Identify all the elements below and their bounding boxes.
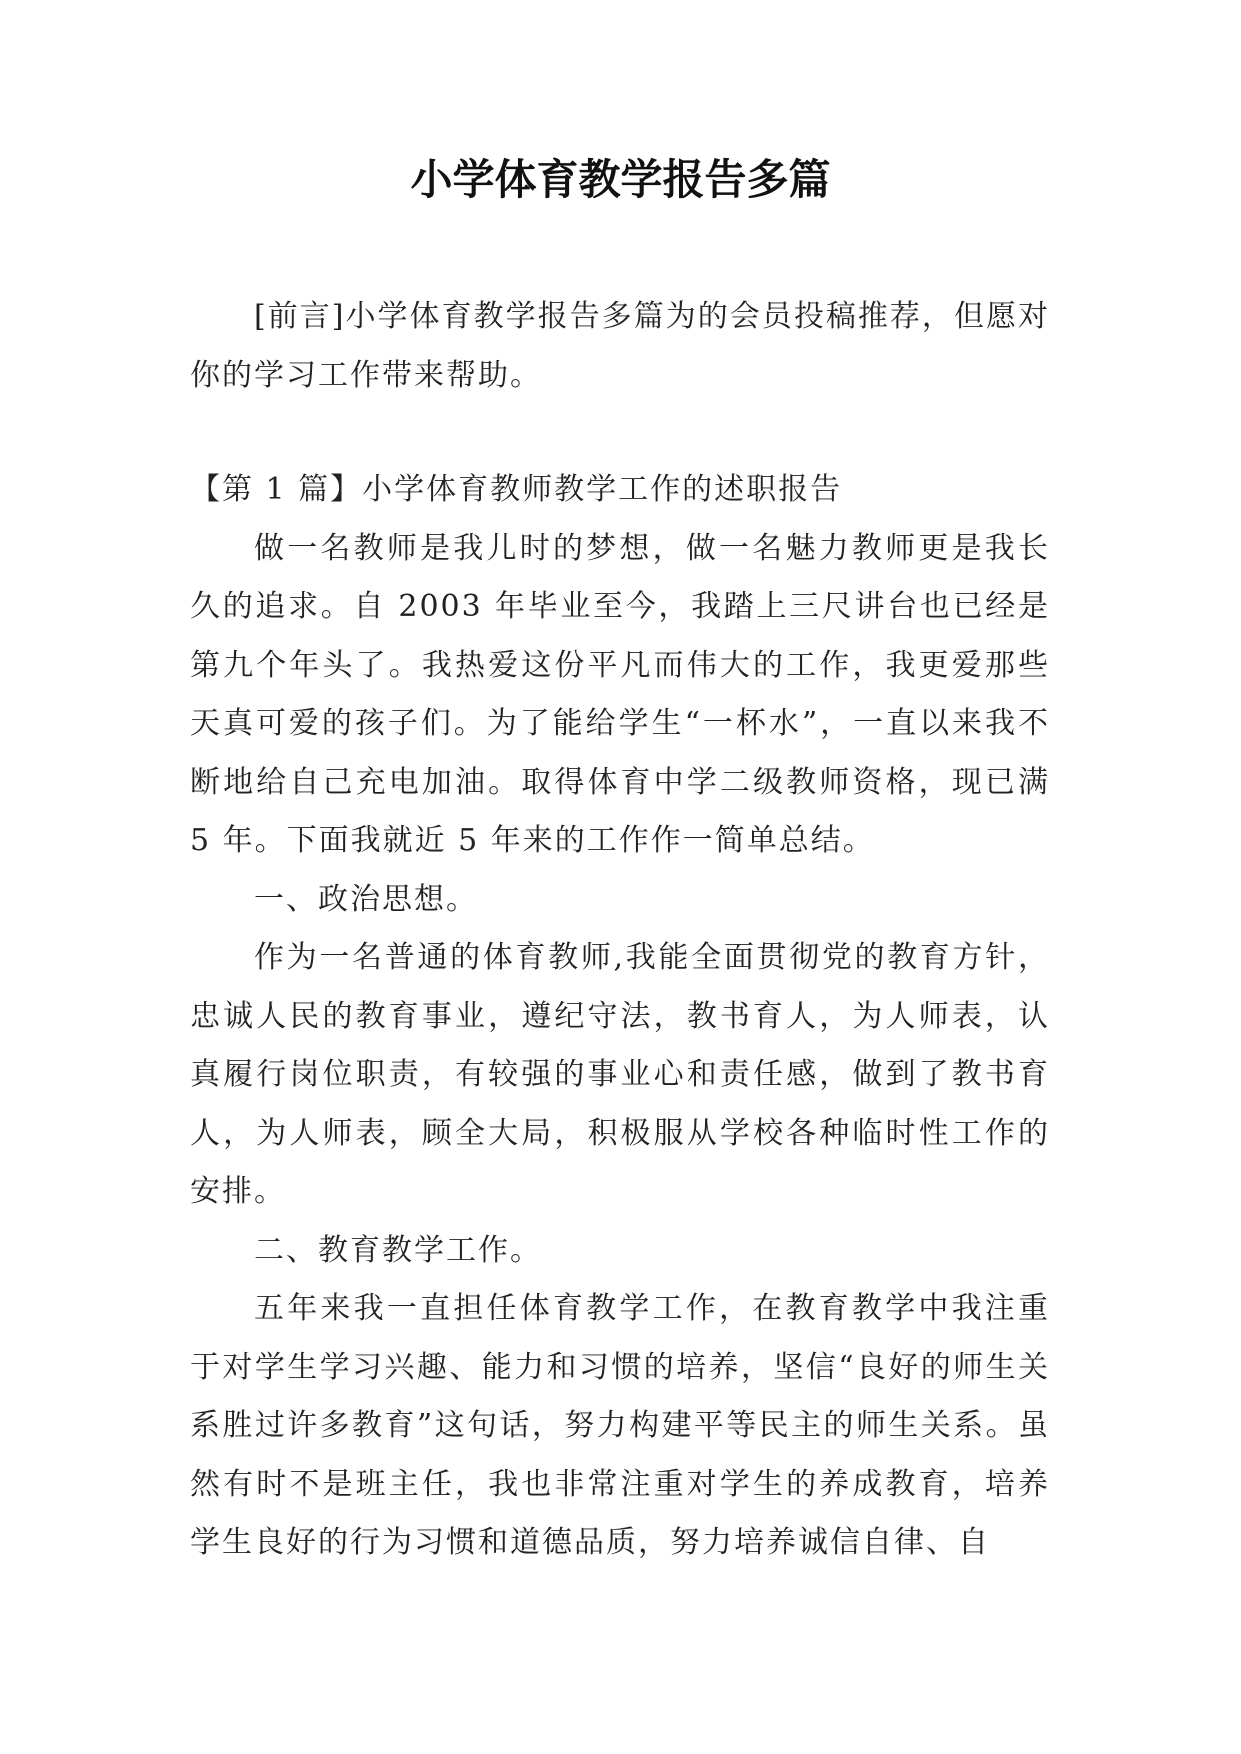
body-paragraph-2: 作为一名普通的体育教师,我能全面贯彻党的教育方针，忠诚人民的教育事业，遵纪守法，教书育人，为人师表，认真履行岗位职责，有较强的事业心和责任感，做到了教书育人，为人师表，顾全大局，积极服从学校各种临时性工作的安排。 — [190, 940, 1050, 1209]
preface-paragraph: [前言]小学体育教学报告多篇为的会员投稿推荐，但愿对你的学习工作带来帮助。 — [190, 299, 1050, 393]
body-paragraph-3: 五年来我一直担任体育教学工作，在教育教学中我注重于对学生学习兴趣、能力和习惯的培养，坚信“良好的师生关系胜过许多教育”这句话，努力构建平等民主的师生关系。虽然有时不是班主任，我也非常注重对学生的养成教育，培养学生良好的行为习惯和道德品质，努力培养诚信自律、自 — [190, 1291, 1050, 1560]
section-heading-teaching: 二、教育教学工作。 — [254, 1232, 542, 1268]
preface-block — [190, 288, 1050, 405]
document-title: 小学体育教学报告多篇 — [410, 155, 831, 204]
article-body — [190, 461, 1050, 1573]
body-paragraph-1: 做一名教师是我儿时的梦想，做一名魅力教师更是我长久的追求。自 2003 年毕业至今，我踏上三尺讲台也已经是第九个年头了。我热爱这份平凡而伟大的工作，我更爱那些天真可爱的孩子们。为了能给学生“一杯水”，一直以来我不断地给自己充电加油。取得体育中学二级教师资格，现已满 5 年。下面我就近 5 年来的工作作一简单总结。 — [190, 530, 1050, 858]
section-heading-politics: 一、政治思想。 — [254, 881, 478, 917]
article-heading: 【第 1 篇】小学体育教师教学工作的述职报告 — [190, 472, 843, 507]
